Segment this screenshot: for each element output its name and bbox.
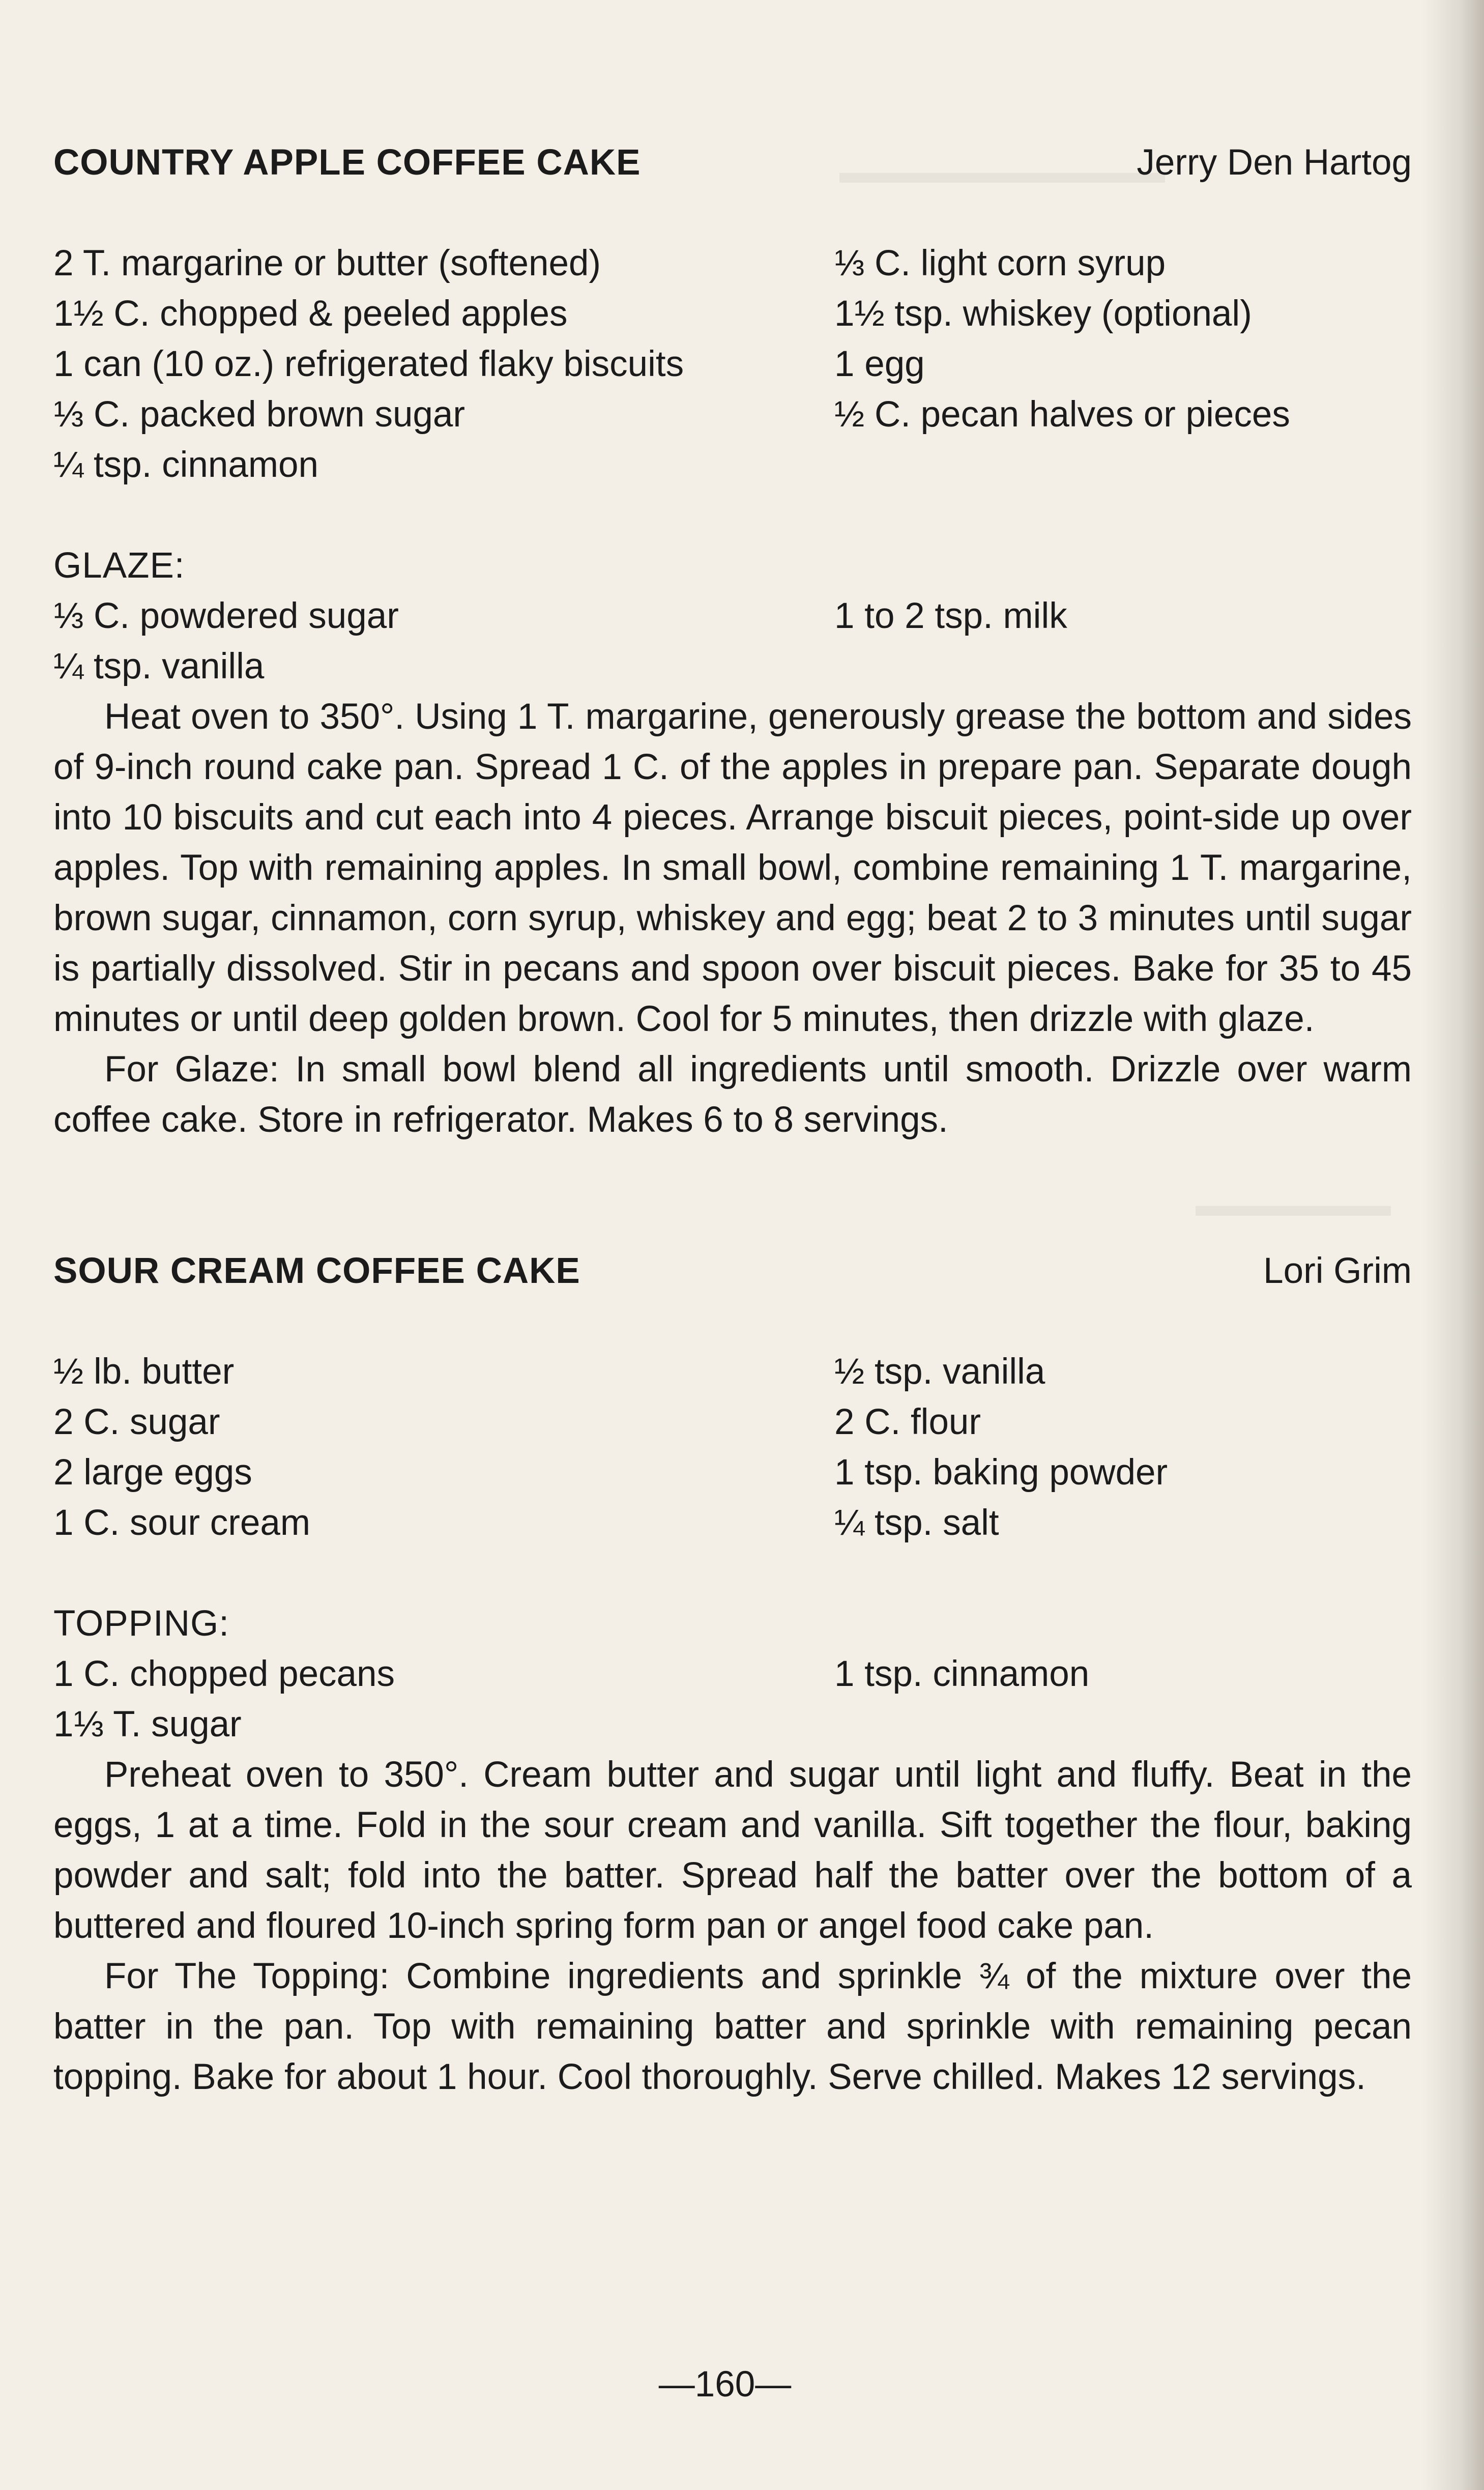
recipe-author: Lori Grim bbox=[1263, 1251, 1412, 1291]
ingredient-item: ⅓ C. light corn syrup bbox=[834, 243, 1166, 283]
ingredient-item: 2 T. margarine or butter (softened) bbox=[53, 243, 601, 283]
ingredient-item: 1½ C. chopped & peeled apples bbox=[53, 294, 568, 334]
glaze-ingredients bbox=[53, 591, 1412, 692]
ingredient-item: 1 can (10 oz.) refrigerated flaky biscuits bbox=[53, 344, 684, 384]
recipe-directions bbox=[53, 1750, 1412, 2102]
glaze-label: GLAZE: bbox=[53, 546, 185, 586]
directions-paragraph: Preheat oven to 350°. Cream butter and sugar until light and fluffy. Beat in the eggs, 1 at a time. Fold in the sour cream and vanilla. Sift together the flour, baking powder and salt; fold into the batter. Spread half the batter over the bottom of a buttered and floured 10-inch spring form pan or angel food cake pan. bbox=[53, 1755, 1412, 1946]
ingredients-left-column bbox=[53, 238, 834, 490]
page-edge-shadow bbox=[1423, 0, 1484, 2490]
directions-paragraph: Heat oven to 350°. Using 1 T. margarine, generously grease the bottom and sides of 9-inch round cake pan. Spread 1 C. of the apples in prepare pan. Separate dough into 10 biscuits and cut each into 4 pieces. Arrange biscuit pieces, point-side up over apples. Top with remaining apples. In small bowl, combine remaining 1 T. margarine, brown sugar, cinnamon, corn syrup, whiskey and egg; beat 2 to 3 minutes until sugar is partially dissolved. Stir in pecans and spoon over biscuit pieces. Bake for 35 to 45 minutes or until deep golden brown. Cool for 5 minutes, then drizzle with glaze. bbox=[53, 697, 1412, 1039]
ingredient-item: 1⅓ T. sugar bbox=[53, 1704, 242, 1744]
ingredients-right-column bbox=[834, 238, 1412, 490]
recipe-directions bbox=[53, 692, 1412, 1145]
recipe-page bbox=[53, 137, 1412, 2102]
spacer bbox=[53, 188, 1412, 238]
ingredient-item: ½ tsp. vanilla bbox=[834, 1352, 1045, 1392]
ingredient-item: 1 tsp. cinnamon bbox=[834, 1654, 1090, 1694]
page-number: —160— bbox=[658, 2364, 792, 2405]
recipe-title: COUNTRY APPLE COFFEE CAKE bbox=[53, 142, 641, 183]
reverse-side-bleed: ▬▬▬▬▬▬ bbox=[1196, 1186, 1391, 1223]
topping-ingredients bbox=[53, 1649, 1412, 1750]
ingredient-item: 2 C. flour bbox=[834, 1402, 981, 1442]
glaze-left-column bbox=[53, 591, 834, 692]
ingredients-list bbox=[53, 1347, 1412, 1548]
ingredient-item: 2 large eggs bbox=[53, 1452, 252, 1493]
ingredients-list bbox=[53, 238, 1412, 490]
recipe-sour-cream-coffee-cake bbox=[53, 1246, 1412, 2102]
spacer bbox=[53, 1145, 1412, 1246]
recipe-title: SOUR CREAM COFFEE CAKE bbox=[53, 1251, 580, 1291]
topping-left-column bbox=[53, 1649, 834, 1750]
ingredients-right-column bbox=[834, 1347, 1412, 1548]
ingredient-item: 1 tsp. baking powder bbox=[834, 1452, 1168, 1493]
recipe-header bbox=[53, 137, 1412, 188]
spacer bbox=[53, 1296, 1412, 1347]
glaze-right-column bbox=[834, 591, 1412, 692]
recipe-author: Jerry Den Hartog bbox=[1137, 142, 1412, 183]
ingredient-item: ⅓ C. packed brown sugar bbox=[53, 394, 465, 435]
reverse-side-bleed: ▬▬▬▬▬▬▬▬▬▬ bbox=[839, 153, 1165, 190]
ingredient-item: ½ lb. butter bbox=[53, 1352, 235, 1392]
spacer bbox=[53, 490, 1412, 540]
ingredient-item: ⅓ C. powdered sugar bbox=[53, 596, 399, 636]
spacer bbox=[53, 1548, 1412, 1598]
recipe-country-apple-coffee-cake bbox=[53, 137, 1412, 1145]
directions-paragraph: For Glaze: In small bowl blend all ingredients until smooth. Drizzle over warm coffee cake. Store in refrigerator. Makes 6 to 8 servings. bbox=[53, 1049, 1412, 1140]
topping-right-column bbox=[834, 1649, 1412, 1750]
recipe-header bbox=[53, 1246, 1412, 1296]
ingredient-item: 1 egg bbox=[834, 344, 925, 384]
ingredient-item: ¼ tsp. vanilla bbox=[53, 646, 265, 686]
ingredients-left-column bbox=[53, 1347, 834, 1548]
ingredient-item: ¼ tsp. cinnamon bbox=[53, 445, 318, 485]
topping-label: TOPPING: bbox=[53, 1604, 229, 1644]
directions-paragraph: For The Topping: Combine ingredients and sprinkle ¾ of the mixture over the batter in the pan. Top with remaining batter and sprinkle with remaining pecan topping. Bake for about 1 hour. Cool thoroughly. Serve chilled. Makes 12 servings. bbox=[53, 1956, 1412, 2097]
ingredient-item: 1 C. sour cream bbox=[53, 1503, 311, 1543]
ingredient-item: 1 C. chopped pecans bbox=[53, 1654, 395, 1694]
ingredient-item: 1 to 2 tsp. milk bbox=[834, 596, 1067, 636]
ingredient-item: 1½ tsp. whiskey (optional) bbox=[834, 294, 1252, 334]
ingredient-item: ¼ tsp. salt bbox=[834, 1503, 999, 1543]
ingredient-item: ½ C. pecan halves or pieces bbox=[834, 394, 1290, 435]
ingredient-item: 2 C. sugar bbox=[53, 1402, 220, 1442]
